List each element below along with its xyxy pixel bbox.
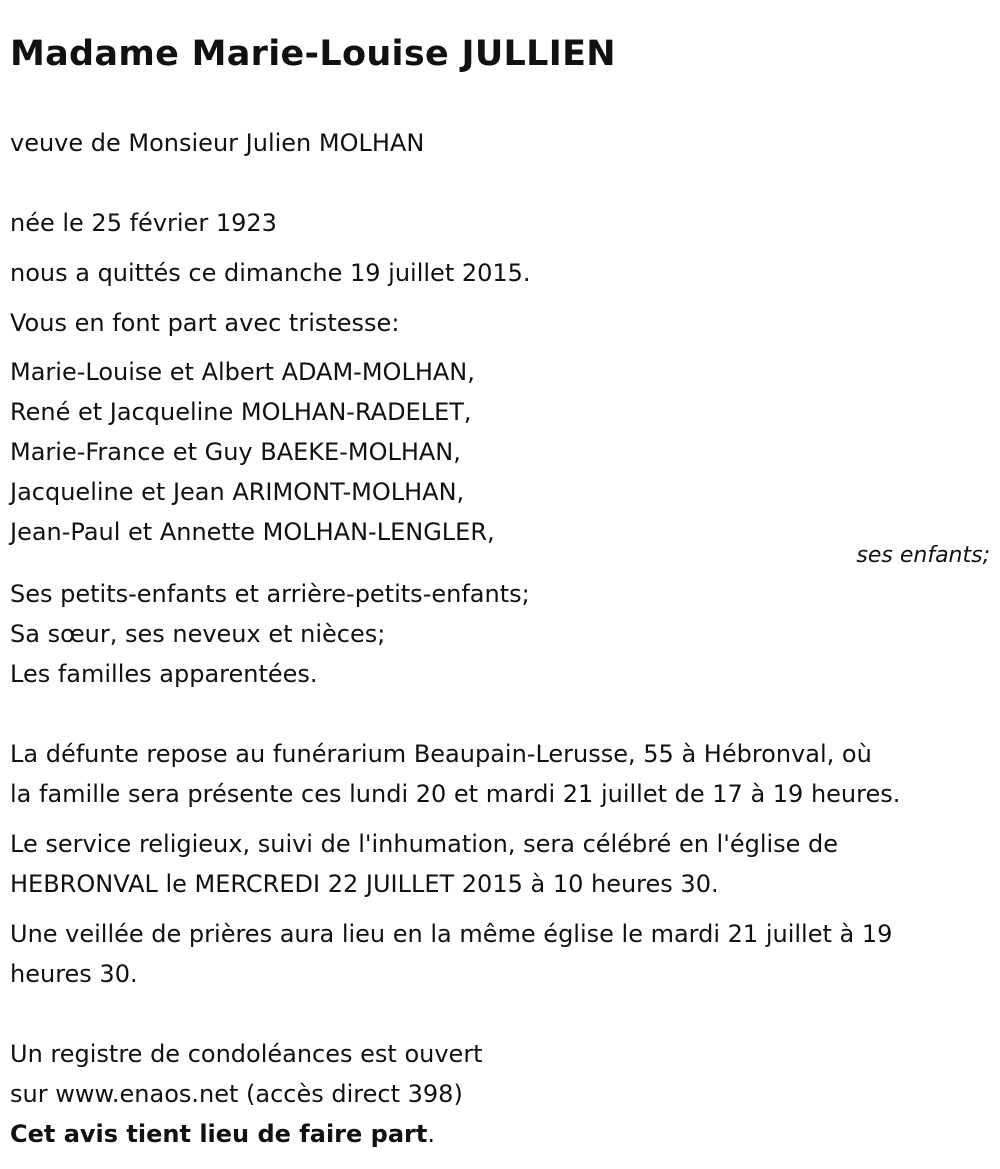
text-line: sur www.enaos.net (accès direct 398) xyxy=(10,1080,463,1108)
text-line: Le service religieux, suivi de l'inhumation, sera célébré en l'église de xyxy=(10,830,839,858)
list-item: Les familles apparentées. xyxy=(10,660,318,688)
list-item: Ses petits-enfants et arrière-petits-enfants; xyxy=(10,580,530,608)
death-line: nous a quittés ce dimanche 19 juillet 2015. xyxy=(10,259,531,287)
text-line: HEBRONVAL le MERCREDI 22 JUILLET 2015 à 10 heures 30. xyxy=(10,870,719,898)
text-line: Une veillée de prières aura lieu en la même église le mardi 21 juillet à 19 xyxy=(10,920,893,948)
text-line: heures 30. xyxy=(10,960,138,988)
text-line: la famille sera présente ces lundi 20 et mardi 21 juillet de 17 à 19 heures. xyxy=(10,780,901,808)
list-item: Sa sœur, ses neveux et nièces; xyxy=(10,620,386,648)
text-line: La défunte repose au funérarium Beaupain-Lerusse, 55 à Hébronval, où xyxy=(10,740,872,768)
closing-period: . xyxy=(427,1120,435,1148)
list-item: Jacqueline et Jean ARIMONT-MOLHAN, xyxy=(10,478,465,506)
announce-line: Vous en font part avec tristesse: xyxy=(10,309,400,337)
list-item: Jean-Paul et Annette MOLHAN-LENGLER, xyxy=(10,518,495,546)
list-item: Marie-Louise et Albert ADAM-MOLHAN, xyxy=(10,358,475,386)
birth-line: née le 25 février 1923 xyxy=(10,209,277,237)
children-label: ses enfants; xyxy=(856,543,990,568)
text-line: Un registre de condoléances est ouvert xyxy=(10,1040,483,1068)
widow-of-line: veuve de Monsieur Julien MOLHAN xyxy=(10,129,425,157)
list-item: René et Jacqueline MOLHAN-RADELET, xyxy=(10,398,472,426)
closing-bold-text: Cet avis tient lieu de faire part xyxy=(10,1120,428,1148)
closing-line xyxy=(10,1119,435,1149)
page-title: Madame Marie-Louise JULLIEN xyxy=(10,34,616,74)
list-item: Marie-France et Guy BAEKE-MOLHAN, xyxy=(10,438,461,466)
